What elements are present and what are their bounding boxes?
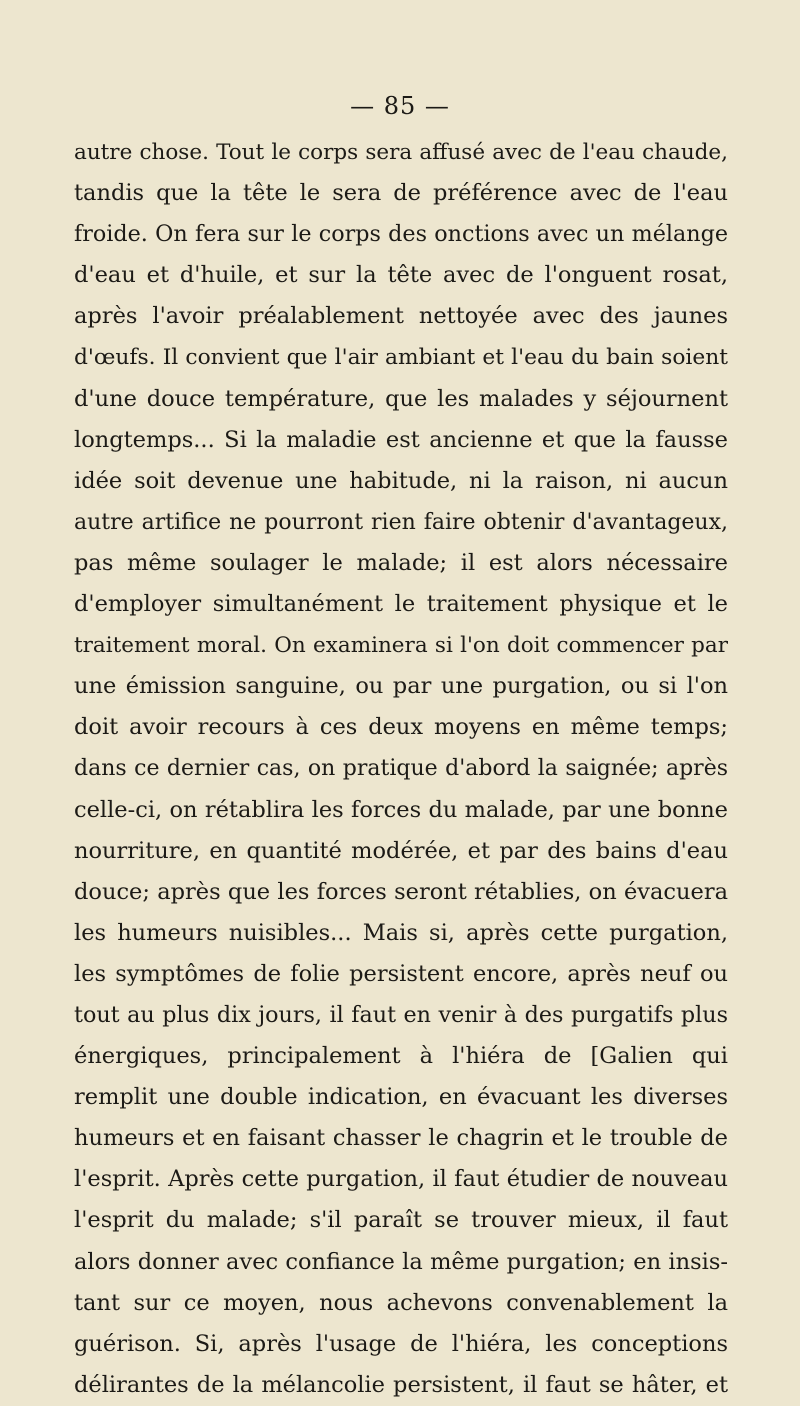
text-line: d'une douce température, que les malades y séjournent xyxy=(74,385,728,412)
page-number: — 85 — xyxy=(350,92,450,120)
text-line: d'œufs. Il convient que l'air ambiant et l'eau du bain soient xyxy=(74,345,728,371)
text-line: pas même soulager le malade; il est alors nécessaire xyxy=(74,549,728,576)
text-line: guérison. Si, après l'usage de l'hiéra, les conceptions xyxy=(74,1330,728,1357)
text-line: énergiques, principalement à l'hiéra de [Galien qui xyxy=(74,1043,728,1070)
text-line: autre artifice ne pourront rien faire obtenir d'avantageux, xyxy=(74,509,728,535)
text-line: douce; après que les forces seront rétablies, on évacuera xyxy=(74,878,728,905)
text-line: après l'avoir préalablement nettoyée avec des jaunes xyxy=(74,303,728,330)
text-line: longtemps... Si la maladie est ancienne et que la fausse xyxy=(74,426,728,453)
text-line: nourriture, en quantité modérée, et par des bains d'eau xyxy=(74,837,728,864)
text-line: humeurs et en faisant chasser le chagrin et le trouble de xyxy=(74,1125,728,1152)
text-line: tandis que la tête le sera de préférence avec de l'eau xyxy=(74,180,728,207)
text-line: autre chose. Tout le corps sera affusé avec de l'eau chaude, xyxy=(74,140,728,165)
text-line: tout au plus dix jours, il faut en venir à des purgatifs plus xyxy=(74,1001,728,1028)
text-line: les symptômes de folie persistent encore, après neuf ou xyxy=(74,960,728,987)
text-line: dans ce dernier cas, on pratique d'abord la saignée; après xyxy=(74,756,728,782)
text-line: traitement moral. On examinera si l'on doit commencer par xyxy=(74,633,728,659)
text-line: l'esprit. Après cette purgation, il faut étudier de nouveau xyxy=(74,1166,728,1193)
text-line: alors donner avec confiance la même purgation; en insis- xyxy=(74,1248,728,1275)
text-line: tant sur ce moyen, nous achevons convenablement la xyxy=(74,1289,728,1316)
body-text xyxy=(74,132,728,1406)
text-line: l'esprit du malade; s'il paraît se trouver mieux, il faut xyxy=(74,1207,728,1234)
text-line: d'eau et d'huile, et sur la tête avec de l'onguent rosat, xyxy=(74,262,728,289)
text-line: celle-ci, on rétablira les forces du malade, par une bonne xyxy=(74,796,728,823)
text-line: froide. On fera sur le corps des onctions avec un mélange xyxy=(74,221,728,248)
text-line: doit avoir recours à ces deux moyens en même temps; xyxy=(74,714,728,741)
text-line: les humeurs nuisibles... Mais si, après cette purgation, xyxy=(74,919,728,946)
text-line: d'employer simultanément le traitement physique et le xyxy=(74,591,728,618)
text-line: une émission sanguine, ou par une purgation, ou si l'on xyxy=(74,673,728,700)
text-line: délirantes de la mélancolie persistent, il faut se hâter, et xyxy=(74,1371,728,1398)
text-line: idée soit devenue une habitude, ni la raison, ni aucun xyxy=(74,467,728,494)
text-line: remplit une double indication, en évacuant les diverses xyxy=(74,1084,728,1111)
